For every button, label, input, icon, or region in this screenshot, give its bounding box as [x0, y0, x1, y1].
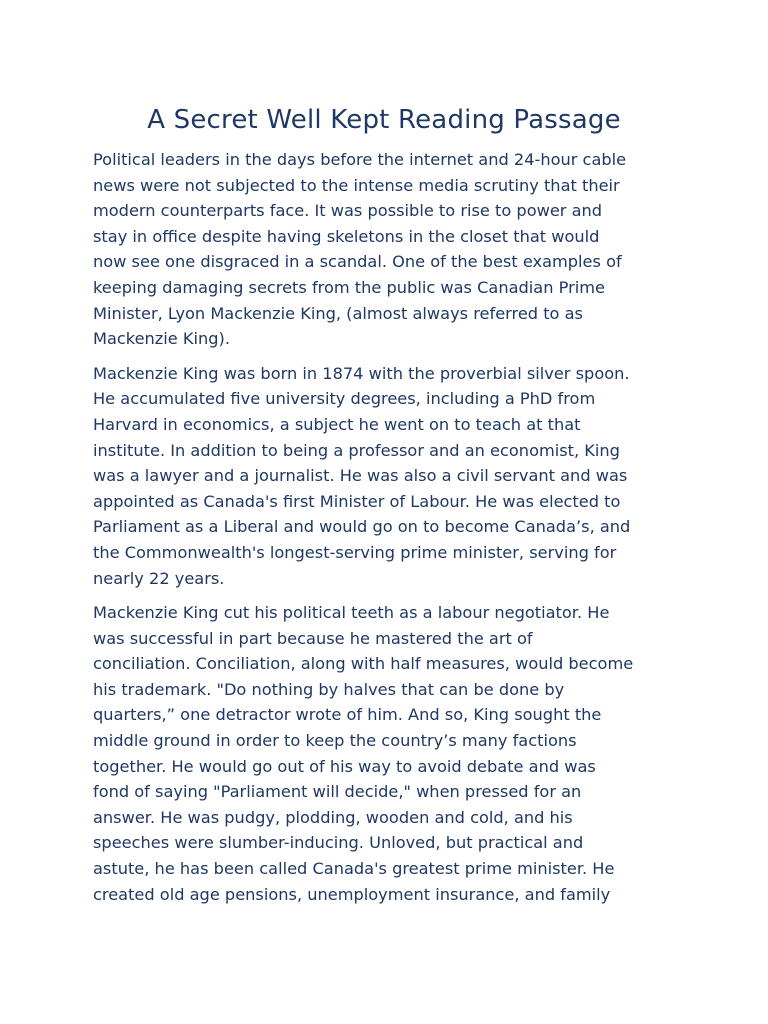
paragraph-3: [93, 600, 678, 907]
paragraph-line: answer. He was pudgy, plodding, wooden and cold, and his: [93, 807, 573, 827]
paragraph-line: keeping damaging secrets from the public was Canadian Prime: [93, 277, 605, 297]
paragraph-1: [93, 147, 678, 352]
paragraph-line: was successful in part because he mastered the art of: [93, 628, 533, 648]
paragraph-line: Harvard in economics, a subject he went on to teach at that: [93, 414, 581, 434]
paragraph-line: together. He would go out of his way to avoid debate and was: [93, 756, 596, 776]
paragraph-line: He accumulated five university degrees, including a PhD from: [93, 389, 596, 409]
paragraph-line: Political leaders in the days before the internet and 24-hour cable: [93, 150, 627, 169]
paragraph-line: modern counterparts face. It was possible to rise to power and: [93, 201, 603, 221]
paragraph-line: created old age pensions, unemployment insurance, and family: [93, 884, 611, 904]
paragraph-line: Mackenzie King was born in 1874 with the proverbial silver spoon.: [93, 363, 630, 383]
page-title: A Secret Well Kept Reading Passage: [147, 105, 621, 135]
paragraph-line: fond of saying "Parliament will decide," when pressed for an: [93, 782, 582, 802]
paragraph-line: quarters,” one detractor wrote of him. And so, King sought the: [93, 705, 602, 725]
paragraph-line: conciliation. Conciliation, along with half measures, would become: [93, 654, 634, 674]
paragraph-line: institute. In addition to being a professor and an economist, King: [93, 440, 620, 460]
paragraph-line: Parliament as a Liberal and would go on to become Canada’s, and: [93, 517, 631, 537]
paragraph-2: [93, 361, 678, 591]
paragraph-line: middle ground in order to keep the country’s many factions: [93, 731, 577, 751]
passage-body: [93, 147, 678, 916]
paragraph-line: the Commonwealth's longest-serving prime minister, serving for: [93, 542, 617, 562]
paragraph-line: now see one disgraced in a scandal. One of the best examples of: [93, 252, 622, 272]
paragraph-line: astute, he has been called Canada's greatest prime minister. He: [93, 859, 615, 879]
paragraph-line: stay in office despite having skeletons in the closet that would: [93, 226, 600, 246]
paragraph-line: his trademark. "Do nothing by halves that can be done by: [93, 679, 565, 699]
paragraph-line: Minister, Lyon Mackenzie King, (almost always referred to as: [93, 303, 583, 323]
paragraph-line: nearly 22 years.: [93, 568, 225, 588]
paragraph-line: appointed as Canada's first Minister of Labour. He was elected to: [93, 491, 621, 511]
paragraph-line: was a lawyer and a journalist. He was also a civil servant and was: [93, 466, 628, 486]
paragraph-line: Mackenzie King cut his political teeth as a labour negotiator. He: [93, 603, 610, 623]
paragraph-line: news were not subjected to the intense media scrutiny that their: [93, 175, 620, 195]
paragraph-line: Mackenzie King).: [93, 329, 231, 349]
paragraph-line: speeches were slumber-inducing. Unloved, but practical and: [93, 833, 584, 853]
